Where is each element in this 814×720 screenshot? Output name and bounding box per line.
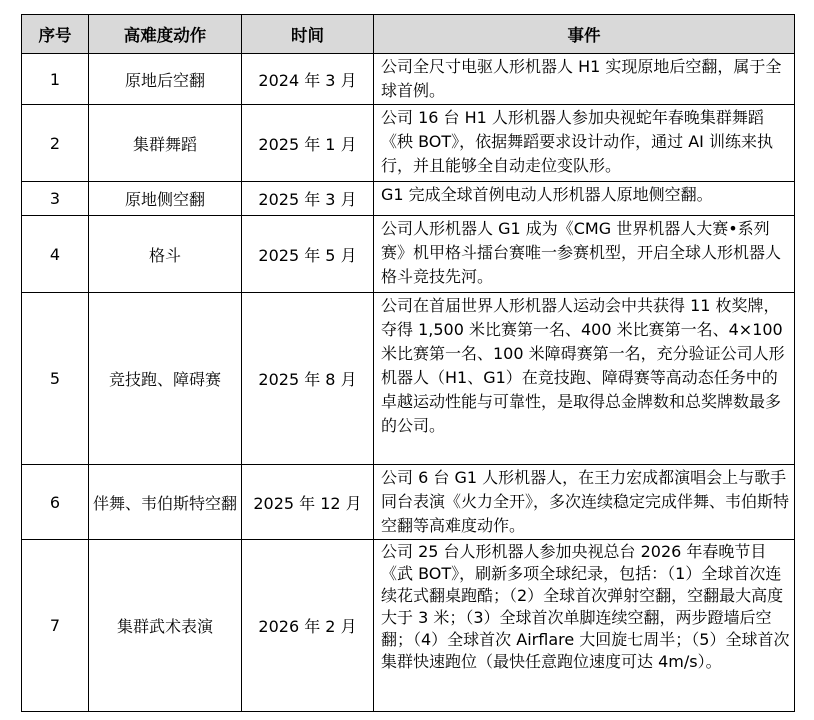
header-time: 时间 <box>242 15 374 54</box>
row-time: 2025 年 8 月 <box>242 293 374 465</box>
row-event: 公司在首届世界人形机器人运动会中共获得 11 枚奖牌，夺得 1,500 米比赛第一名、400 米比赛第一名、4×100 米比赛第一名、100 米障碍赛第一名，充分验证公司人形机器人（H1、G1）在竞技跑、障碍赛等高动态任务中的卓越运动性能与可靠性，是取得总金牌数和总奖牌数最多的公司。 <box>374 293 795 465</box>
table-row <box>22 216 795 293</box>
row-time: 2025 年 12 月 <box>242 465 374 540</box>
row-no: 4 <box>22 216 89 293</box>
table-row <box>22 54 795 105</box>
header-action: 高难度动作 <box>89 15 242 54</box>
row-action: 原地后空翻 <box>89 54 242 105</box>
row-event: G1 完成全球首例电动人形机器人原地侧空翻。 <box>374 182 795 216</box>
row-no: 7 <box>22 540 89 712</box>
row-action: 伴舞、韦伯斯特空翻 <box>89 465 242 540</box>
header-event: 事件 <box>374 15 795 54</box>
row-action: 格斗 <box>89 216 242 293</box>
row-no: 6 <box>22 465 89 540</box>
row-event: 公司全尺寸电驱人形机器人 H1 实现原地后空翻，属于全球首例。 <box>374 54 795 105</box>
milestone-table <box>21 14 795 712</box>
row-event: 公司人形机器人 G1 成为《CMG 世界机器人大赛•系列赛》机甲格斗擂台赛唯一参赛机型，开启全球人形机器人格斗竞技先河。 <box>374 216 795 293</box>
table-row <box>22 293 795 465</box>
row-no: 2 <box>22 105 89 182</box>
row-time: 2026 年 2 月 <box>242 540 374 712</box>
table-row <box>22 465 795 540</box>
row-event: 公司 6 台 G1 人形机器人，在王力宏成都演唱会上与歌手同台表演《火力全开》，多次连续稳定完成伴舞、韦伯斯特空翻等高难度动作。 <box>374 465 795 540</box>
row-no: 3 <box>22 182 89 216</box>
table-row <box>22 540 795 712</box>
row-time: 2024 年 3 月 <box>242 54 374 105</box>
row-action: 集群舞蹈 <box>89 105 242 182</box>
row-time: 2025 年 3 月 <box>242 182 374 216</box>
row-no: 5 <box>22 293 89 465</box>
row-no: 1 <box>22 54 89 105</box>
row-action: 竞技跑、障碍赛 <box>89 293 242 465</box>
row-time: 2025 年 1 月 <box>242 105 374 182</box>
row-action: 集群武术表演 <box>89 540 242 712</box>
row-action: 原地侧空翻 <box>89 182 242 216</box>
table-row <box>22 105 795 182</box>
header-no: 序号 <box>22 15 89 54</box>
row-event: 公司 25 台人形机器人参加央视总台 2026 年春晚节目《武 BOT》，刷新多项全球纪录，包括：（1）全球首次连续花式翻桌跑酷；（2）全球首次弹射空翻，空翻最大高度大于 3 米；（3）全球首次单脚连续空翻，两步蹬墙后空翻；（4）全球首次 Airflare 大回旋七周半；（5）全球首次集群快速跑位（最快任意跑位速度可达 4m/s）。 <box>374 540 795 712</box>
row-time: 2025 年 5 月 <box>242 216 374 293</box>
table-row <box>22 182 795 216</box>
row-event: 公司 16 台 H1 人形机器人参加央视蛇年春晚集群舞蹈《秧 BOT》，依据舞蹈要求设计动作，通过 AI 训练来执行，并且能够全自动走位变队形。 <box>374 105 795 182</box>
table-header-row <box>22 15 795 54</box>
table-wrapper <box>21 14 794 712</box>
